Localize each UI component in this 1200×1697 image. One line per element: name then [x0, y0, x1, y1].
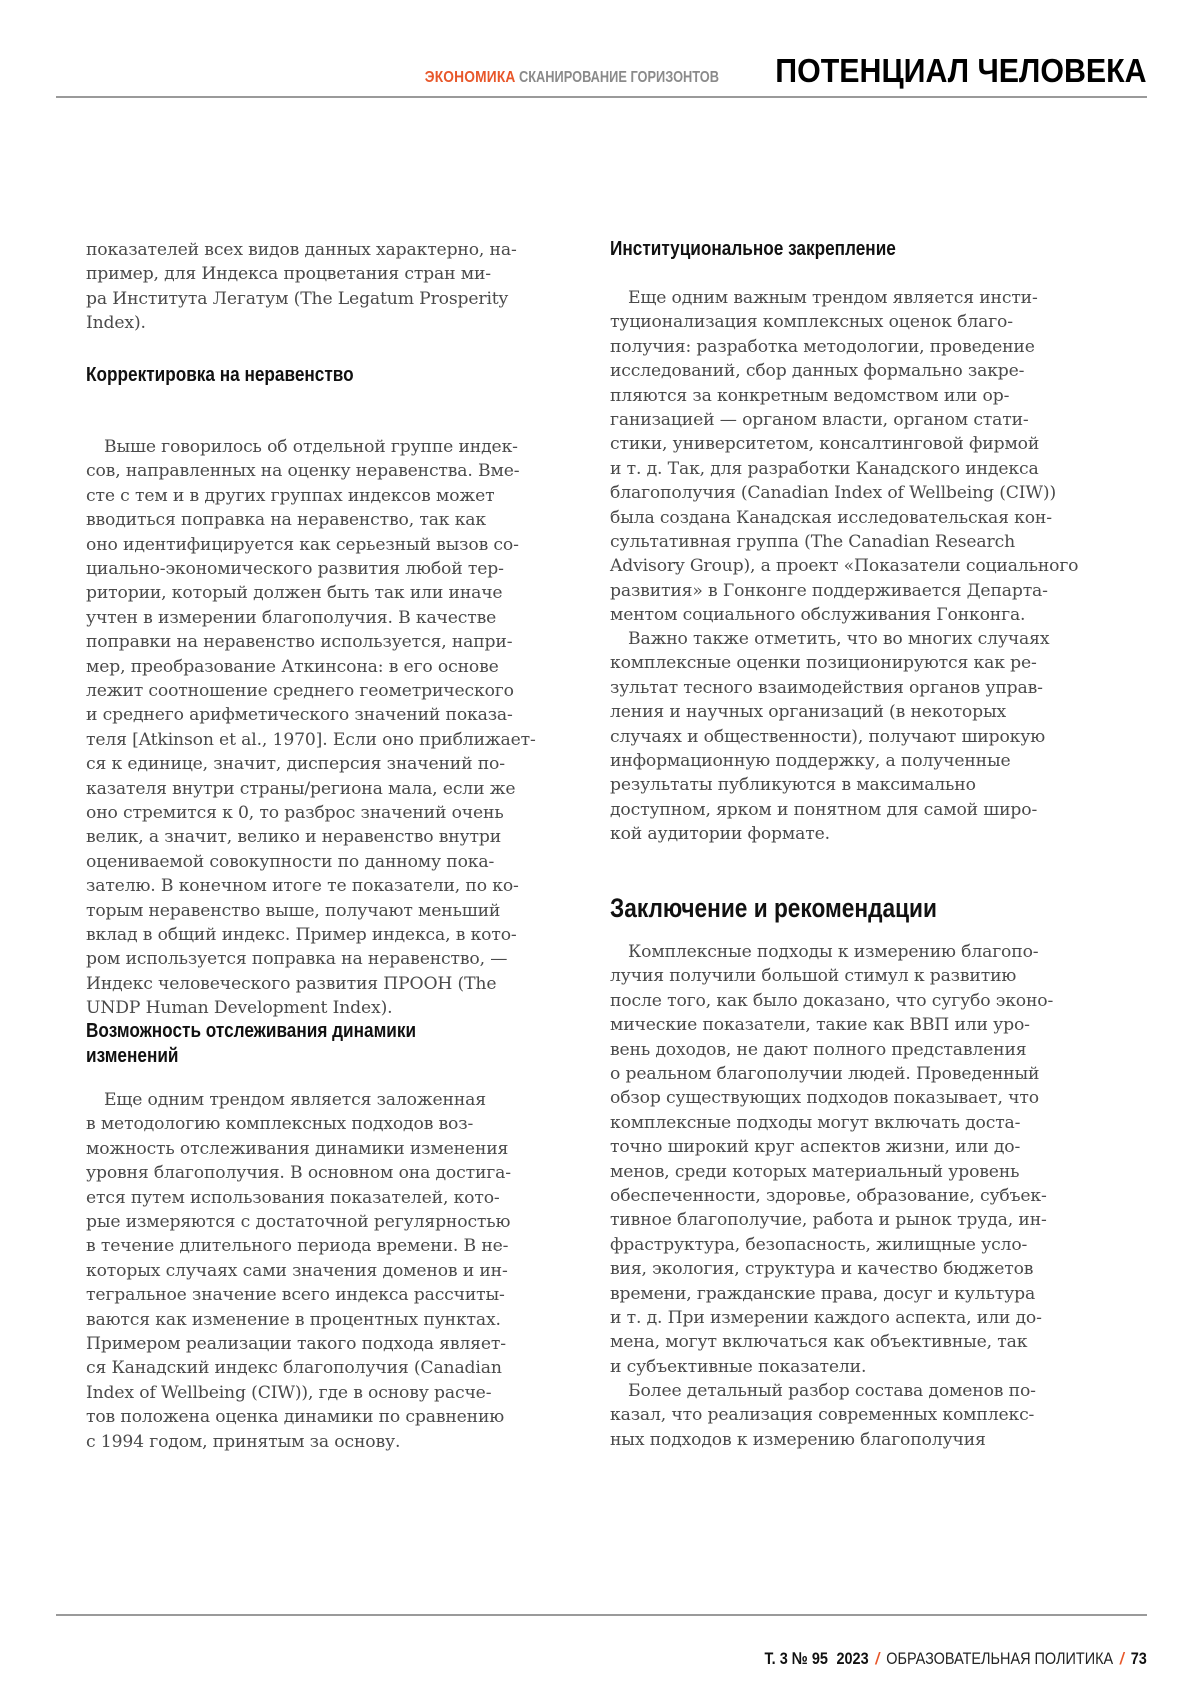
- paragraph-line: фраструктура, безопасность, жилищные усло-: [610, 1234, 1028, 1255]
- paragraph-line: о реальном благополучии людей. Проведенный: [610, 1064, 1040, 1084]
- paragraph-line: ритории, который должен быть так или иначе: [86, 583, 503, 604]
- header-title: ПОТЕНЦИАЛ ЧЕЛОВЕКА: [775, 52, 1147, 89]
- paragraph-line: обеспеченности, здоровье, образование, субъек-: [610, 1186, 1047, 1206]
- paragraph-line: Выше говорилось об отдельной группе индек-: [104, 437, 518, 457]
- paragraph-line: и т. д. Так, для разработки Канадского индекса: [610, 458, 1039, 479]
- paragraph-line: и среднего арифметического значений показа-: [86, 705, 513, 726]
- paragraph-line: вень доходов, не дают полного представления: [610, 1039, 1027, 1060]
- paragraph-line: зультат тесного взаимодействия органов управ-: [610, 677, 1043, 698]
- footer-separator: /: [1120, 1649, 1125, 1668]
- footer-separator: /: [875, 1649, 880, 1668]
- paragraph-line: обзор существующих подходов показывает, что: [610, 1088, 1039, 1109]
- paragraph-line: Более детальный разбор состава доменов по-: [628, 1381, 1036, 1401]
- paragraph-line: мер, преобразование Аткинсона: в его основе: [86, 656, 499, 677]
- header-subsection-label: СКАНИРОВАНИЕ ГОРИЗОНТОВ: [519, 69, 720, 86]
- paragraph-line: мические показатели, такие как ВВП или уро-: [610, 1015, 1030, 1036]
- paragraph-line: ления и научных организаций (в некоторых: [610, 702, 1007, 723]
- paragraph-line: Индекс человеческого развития ПРООН (The: [86, 973, 497, 994]
- footer-year: 2023: [836, 1649, 869, 1668]
- paragraph-line: с 1994 годом, принятым за основу.: [86, 1431, 401, 1452]
- paragraph-line: Комплексные подходы к измерению благопо-: [628, 942, 1039, 962]
- paragraph-line: казал, что реализация современных комплекс-: [610, 1405, 1035, 1426]
- paragraph-line: тов положена оценка динамики по сравнению: [86, 1407, 505, 1428]
- paragraph-line: развития» в Гонконге поддерживается Департа-: [610, 580, 1048, 601]
- paragraph-line: Еще одним важным трендом является инсти-: [628, 288, 1038, 308]
- paragraph-line: стики, университетом, консалтинговой фирмой: [610, 434, 1040, 455]
- paragraph-line: оно стремится к 0, то разброс значений очень: [86, 803, 504, 823]
- footer-volume: Т. 3 № 95: [764, 1649, 829, 1668]
- header-line: [410, 52, 1147, 90]
- paragraph-line: Еще одним трендом является заложенная: [104, 1090, 486, 1110]
- paragraph-line: после того, как было доказано, что сугубо эконо-: [610, 990, 1054, 1011]
- paragraph-line: Advisory Group), а проект «Показатели социального: [610, 556, 1079, 577]
- paragraph-line: ганизацией — органом власти, органом стати-: [610, 410, 1029, 430]
- paragraph-line: велик, а значит, велико и неравенство внутри: [86, 827, 502, 848]
- paragraph-line: Index of Wellbeing (CIW)), где в основу расче-: [86, 1382, 492, 1403]
- section-heading: изменений: [86, 1045, 179, 1067]
- paragraph-line: показателей всех видов данных характерно, на-: [86, 240, 517, 260]
- paragraph-line: UNDP Human Development Index).: [86, 998, 393, 1019]
- paragraph-line: Примером реализации такого подхода являет-: [86, 1334, 506, 1354]
- paragraph-line: ментом социального обслуживания Гонконга.: [610, 605, 1026, 626]
- paragraph-line: вводиться поправка на неравенство, так как: [86, 510, 486, 531]
- paragraph-line: получия: разработка методологии, проведение: [610, 336, 1035, 357]
- paragraph-line: пляются за конкретным ведомством или ор-: [610, 385, 1010, 406]
- paragraph-line: Важно также отметить, что во многих случаях: [628, 629, 1050, 649]
- paragraph-line: ся Канадский индекс благополучия (Canadian: [86, 1358, 502, 1379]
- page-header: [0, 52, 1147, 92]
- paragraph-line: Index).: [86, 313, 146, 334]
- paragraph-line: торым неравенство выше, получают меньший: [86, 900, 501, 921]
- paragraph-line: учтен в измерении благополучия. В качестве: [86, 607, 497, 628]
- paragraph-line: оно идентифицируется как серьезный вызов со-: [86, 534, 519, 555]
- paragraph-line: зателю. В конечном итоге те показатели, по ко-: [86, 876, 519, 897]
- section-heading: Институциональное закрепление: [610, 238, 896, 260]
- paragraph-line: ных подходов к измерению благополучия: [610, 1429, 986, 1450]
- paragraph-line: вия, экология, структура и качество бюджетов: [610, 1259, 1034, 1280]
- paragraph-line: уровня благополучия. В основном она достига-: [86, 1163, 511, 1184]
- paragraph-line: комплексные оценки позиционируются как ре-: [610, 653, 1037, 674]
- section-heading: Заключение и рекомендации: [610, 893, 937, 923]
- paragraph-line: теля [Atkinson et al., 1970]. Если оно приближает-: [86, 729, 536, 750]
- paragraph-line: которых случаях сами значения доменов и ин-: [86, 1260, 508, 1281]
- section-heading: Возможность отслеживания динамики: [86, 1020, 417, 1042]
- paragraph-line: в методологию комплексных подходов воз-: [86, 1114, 474, 1135]
- paragraph-line: циально-экономического развития любой тер-: [86, 559, 504, 579]
- paragraph-line: мена, могут включаться как объективные, так: [610, 1332, 1028, 1353]
- paragraph-line: информационную поддержку, а полученные: [610, 751, 1011, 771]
- paragraph-line: сультативная группа (The Canadian Research: [610, 532, 1015, 552]
- paragraph-line: ра Института Легатум (The Legatum Prosperity: [86, 288, 509, 309]
- paragraph-line: была создана Канадская исследовательская кон-: [610, 507, 1052, 528]
- footer-page-number: 73: [1130, 1649, 1147, 1668]
- paragraph-line: результаты публикуются в максимально: [610, 775, 976, 796]
- paragraph-line: можность отслеживания динамики изменения: [86, 1138, 509, 1159]
- paragraph-line: и т. д. При измерении каждого аспекта, или до-: [610, 1308, 1042, 1328]
- paragraph-line: пример, для Индекса процветания стран ми-: [86, 264, 491, 285]
- paragraph-line: лучия получили большой стимул к развитию: [610, 966, 1017, 987]
- paragraph-line: случаях и общественности), получают широкую: [610, 726, 1046, 747]
- paragraph-line: ется путем использования показателей, кото-: [86, 1187, 500, 1208]
- paragraph-line: туционализация комплексных оценок благо-: [610, 312, 1013, 333]
- paragraph-line: в течение длительного периода времени. В не-: [86, 1236, 509, 1257]
- paragraph-line: сте с тем и в других группах индексов может: [86, 485, 495, 506]
- header-section-label: ЭКОНОМИКА: [424, 69, 516, 86]
- paragraph-line: менов, среди которых материальный уровень: [610, 1161, 1020, 1182]
- page-footer: [765, 1649, 1147, 1669]
- paragraph-line: благополучия (Canadian Index of Wellbeing (CIW)): [610, 483, 1057, 504]
- paragraph-line: и субъективные показатели.: [610, 1356, 867, 1377]
- paragraph-line: сов, направленных на оценку неравенства. Вме-: [86, 461, 520, 482]
- paragraph-line: кой аудитории формате.: [610, 824, 830, 845]
- paragraph-line: комплексные подходы могут включать доста-: [610, 1112, 1021, 1133]
- paragraph-line: тегральное значение всего индекса рассчиты-: [86, 1285, 505, 1306]
- paragraph-line: поправки на неравенство используется, напри-: [86, 632, 513, 653]
- header-divider: [56, 96, 1147, 98]
- paragraph-line: тивное благополучие, работа и рынок труда, ин-: [610, 1210, 1047, 1231]
- section-heading: Корректировка на неравенство: [86, 364, 354, 386]
- paragraph-line: казателя внутри страны/региона мала, если же: [86, 778, 516, 799]
- paragraph-line: ром используется поправка на неравенство, —: [86, 949, 508, 970]
- paragraph-line: доступном, ярком и понятном для самой широ-: [610, 799, 1038, 820]
- footer-journal-name: ОБРАЗОВАТЕЛЬНАЯ ПОЛИТИКА: [886, 1649, 1114, 1668]
- paragraph-line: точно широкий круг аспектов жизни, или до-: [610, 1137, 1021, 1158]
- paragraph-line: ваются как изменение в процентных пунктах.: [86, 1309, 501, 1330]
- paragraph-line: лежит соотношение среднего геометрического: [86, 681, 514, 701]
- footer-divider: [56, 1614, 1147, 1616]
- paragraph-line: рые измеряются с достаточной регулярностью: [86, 1212, 511, 1232]
- paragraph-line: времени, гражданские права, досуг и культура: [610, 1283, 1036, 1304]
- paragraph-line: ся к единице, значит, дисперсия значений по-: [86, 754, 505, 775]
- paragraph-line: вклад в общий индекс. Пример индекса, в кото-: [86, 925, 517, 945]
- paragraph-line: исследований, сбор данных формально закре-: [610, 361, 1025, 382]
- paragraph-line: оцениваемой совокупности по данному пока-: [86, 851, 495, 872]
